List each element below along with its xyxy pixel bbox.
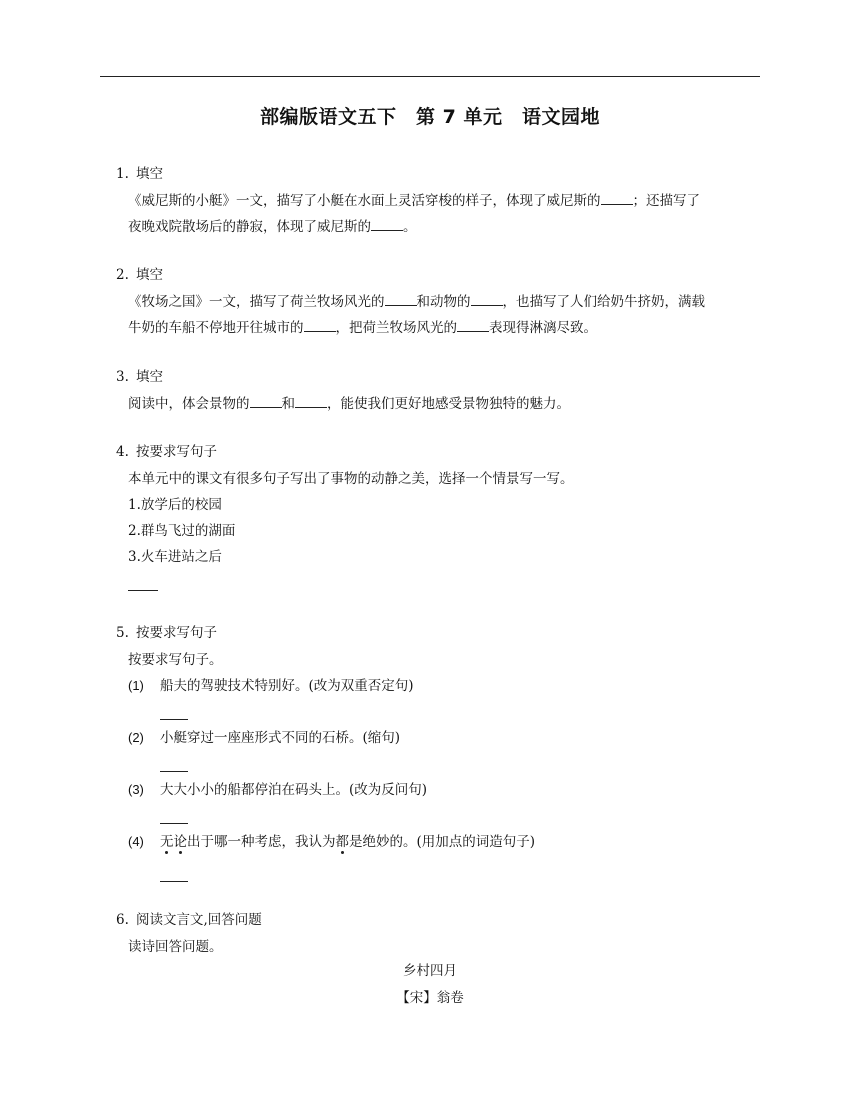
answer-blank[interactable]	[601, 190, 633, 205]
question-number: 3.	[116, 369, 129, 385]
question-text: ，能使我们更好地感受景物独特的魅力。	[327, 396, 570, 412]
sub-question-text: 小艇穿过一座座形式不同的石桥。(缩句)	[160, 730, 401, 746]
sub-question-label: (2)	[128, 730, 144, 745]
answer-blank[interactable]	[160, 757, 188, 772]
question-1	[116, 165, 766, 240]
question-text: 《牧场之国》一文，描写了荷兰牧场风光的	[128, 294, 385, 310]
poem-title: 乡村四月	[403, 963, 457, 979]
option-item: 3.火车进站之后	[128, 549, 222, 565]
question-intro: 按要求写句子。	[128, 652, 223, 668]
poem-author: 【宋】翁卷	[396, 990, 464, 1006]
question-text: 和动物的	[416, 294, 471, 310]
answer-blank[interactable]	[160, 809, 188, 824]
answer-blank[interactable]	[457, 317, 489, 332]
question-text: 《威尼斯的小艇》一文，描写了小艇在水面上灵活穿梭的样子，体现了威尼斯的	[128, 193, 601, 209]
question-number: 6.	[116, 912, 129, 928]
question-text: 。	[403, 219, 417, 235]
sub-question	[128, 725, 766, 751]
sub-question	[128, 673, 766, 699]
question-intro: 读诗回答问题。	[128, 939, 223, 955]
question-text: ，把荷兰牧场风光的	[335, 320, 457, 336]
question-number: 5.	[116, 625, 129, 641]
question-number: 1.	[116, 166, 129, 182]
question-number: 2.	[116, 267, 129, 283]
question-4	[116, 443, 766, 596]
question-text: ，也描写了人们给奶牛挤奶，满载	[502, 294, 705, 310]
question-type: 填空	[136, 166, 163, 182]
answer-blank[interactable]	[250, 393, 282, 408]
sub-question	[128, 777, 766, 803]
question-type: 按要求写句子	[136, 625, 217, 641]
sub-question-text: 船夫的驾驶技术特别好。(改为双重否定句)	[160, 678, 414, 694]
answer-blank[interactable]	[385, 291, 417, 306]
question-header	[116, 368, 766, 386]
answer-blank[interactable]	[160, 867, 188, 882]
dotted-char: 论	[173, 834, 187, 850]
sub-question-text: 是绝妙的。(用加点的词造句子)	[349, 834, 536, 850]
question-text: 牛奶的车船不停地开往城市的	[128, 320, 304, 336]
question-header	[116, 911, 766, 929]
answer-blank[interactable]	[295, 393, 327, 408]
page-title: 部编版语文五下 第 7 单元 语文园地	[260, 106, 600, 128]
answer-blank[interactable]	[471, 291, 503, 306]
answer-blank[interactable]	[371, 216, 403, 231]
question-header	[116, 624, 766, 642]
sub-question-text: 出于哪一种考虑，我认为	[187, 834, 336, 850]
question-text: 阅读中，体会景物的	[128, 396, 250, 412]
question-3	[116, 368, 766, 417]
dotted-char: 都	[335, 834, 349, 850]
sub-question-label: (3)	[128, 782, 144, 797]
sub-question-label: (4)	[128, 834, 144, 849]
question-intro: 本单元中的课文有很多句子写出了事物的动静之美，选择一个情景写一写。	[128, 471, 574, 487]
question-2	[116, 266, 766, 341]
question-6	[116, 911, 766, 960]
option-item: 1.放学后的校园	[128, 497, 222, 513]
sub-question-label: (1)	[128, 678, 144, 693]
question-text: 和	[281, 396, 295, 412]
question-type: 按要求写句子	[136, 444, 217, 460]
answer-blank[interactable]	[160, 705, 188, 720]
question-header	[116, 443, 766, 461]
question-type: 阅读文言文,回答问题	[136, 912, 262, 928]
header-rule	[100, 76, 760, 77]
question-type: 填空	[136, 267, 163, 283]
sub-question-text: 大大小小的船都停泊在码头上。(改为反问句)	[160, 782, 428, 798]
question-text: 夜晚戏院散场后的静寂，体现了威尼斯的	[128, 219, 371, 235]
question-5	[116, 624, 766, 887]
question-header	[116, 266, 766, 284]
question-text: 表现得淋漓尽致。	[489, 320, 597, 336]
question-type: 填空	[136, 369, 163, 385]
option-item: 2.群鸟飞过的湖面	[128, 523, 236, 539]
sub-question	[128, 829, 766, 855]
question-text: ；还描写了	[632, 193, 700, 209]
question-header	[116, 165, 766, 183]
question-number: 4.	[116, 444, 129, 460]
answer-blank[interactable]	[128, 576, 158, 591]
answer-blank[interactable]	[304, 317, 336, 332]
dotted-char: 无	[160, 834, 174, 850]
